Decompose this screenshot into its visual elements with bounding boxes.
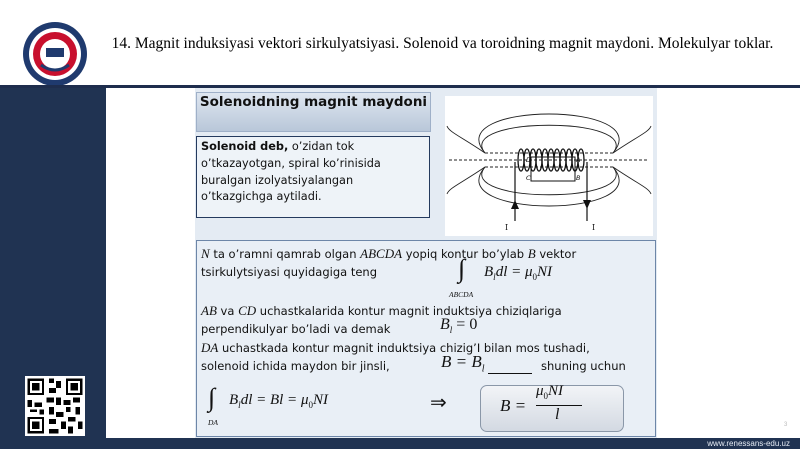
- definition-text: [201, 139, 427, 206]
- current-label-right: I: [592, 223, 596, 232]
- equation-2: [440, 316, 477, 335]
- integral-sign-icon: ∫: [208, 383, 216, 412]
- qr-code-icon: [25, 376, 85, 436]
- point-d-label: D: [526, 156, 532, 164]
- equation-1: [484, 264, 552, 282]
- text-run: yopiq kontur bo’ylab: [402, 247, 528, 261]
- eq-sub: l: [493, 272, 496, 282]
- point-c-label: C: [526, 174, 531, 182]
- page-number: 3: [784, 422, 788, 428]
- math-abcda: ABCDA: [360, 246, 403, 261]
- footer-bar: [106, 438, 800, 449]
- math-n: N: [201, 246, 210, 261]
- eq-term: dl =: [495, 264, 525, 280]
- underline-rule: [488, 373, 532, 374]
- eq-sub: 0: [308, 400, 313, 410]
- math-da: DA: [201, 340, 219, 355]
- section-heading-box: [196, 92, 431, 132]
- result-denominator: l: [555, 406, 560, 423]
- math-b: B: [527, 246, 536, 261]
- paragraph-2: [201, 303, 562, 319]
- eq-sub: l: [238, 400, 241, 410]
- result-numerator: [536, 383, 563, 401]
- paragraph-1: [201, 246, 576, 262]
- integral-limit: DA: [208, 418, 218, 427]
- point-b-label: B: [576, 174, 581, 182]
- section-heading: Solenoidning magnit maydoni: [199, 94, 428, 110]
- university-logo-icon: [22, 21, 88, 87]
- text-run: vektor: [535, 247, 577, 261]
- definition-line: buralgan izolyatsiyalangan: [201, 173, 354, 187]
- eq-sub: 0: [543, 391, 549, 401]
- footer-website: www.renessans-edu.uz: [707, 439, 790, 448]
- point-a-label: A: [576, 156, 581, 164]
- eq-term: B: [440, 316, 450, 333]
- eq-term: NI: [312, 392, 328, 408]
- eq-term: NI: [548, 383, 564, 399]
- equation-4: [229, 392, 328, 410]
- eq-term: dl = Bl =: [240, 392, 301, 408]
- integral-limit: ABCDA: [449, 290, 474, 299]
- implies-arrow-icon: ⇒: [430, 392, 447, 414]
- eq-term: μ: [524, 264, 533, 280]
- eq-sub: l: [449, 325, 453, 336]
- eq-term: B: [484, 264, 494, 280]
- eq-term: μ: [536, 383, 544, 399]
- definition-line: o’zidan tok: [288, 140, 355, 153]
- eq-term: B: [229, 392, 239, 408]
- eq-term: μ: [300, 392, 309, 408]
- slide-header: [0, 0, 800, 84]
- definition-line: o’tkazgichga aytiladi.: [201, 190, 322, 204]
- eq-sub: 0: [532, 272, 538, 282]
- text-run: uchastkada kontur magnit induktsiya chizig’I bilan mos tushadi,: [218, 341, 590, 355]
- solenoid-field-diagram: [445, 96, 653, 236]
- paragraph-1b: tsirkulytsiyasi quyidagiga teng: [201, 265, 378, 279]
- paragraph-2b: perpendikulyar bo’ladi va demak: [201, 322, 391, 336]
- page-title: 14. Magnit induksiyasi vektori sirkulyatsiyasi. Solenoid va toroidning magnit maydoni. Molekulyar toklar.: [111, 35, 774, 52]
- text-run: uchastkalarida kontur magnit induktsiya chiziqlariga: [256, 304, 562, 318]
- definition-box: [196, 136, 430, 218]
- text-run: va: [216, 304, 239, 318]
- eq-term: B = B: [441, 352, 482, 371]
- paragraph-3c: shuning uchun: [541, 359, 626, 373]
- definition-lead: Solenoid deb,: [201, 140, 289, 153]
- eq-term: = 0: [452, 316, 478, 333]
- paragraph-3b: solenoid ichida maydon bir jinsli,: [201, 359, 390, 373]
- eq-term: NI: [537, 264, 553, 280]
- eq-sub: l: [481, 363, 485, 375]
- math-cd: CD: [238, 303, 257, 318]
- text-run: ta o’ramni qamrab olgan: [209, 247, 361, 261]
- equation-3: [441, 352, 485, 374]
- math-ab: AB: [201, 303, 217, 318]
- definition-line: o’tkazayotgan, spiral ko’rinisida: [201, 156, 381, 170]
- result-lhs: B =: [500, 396, 527, 415]
- current-label-left: I: [505, 223, 509, 232]
- integral-sign-icon: ∫: [458, 254, 466, 283]
- paragraph-3: [201, 340, 590, 356]
